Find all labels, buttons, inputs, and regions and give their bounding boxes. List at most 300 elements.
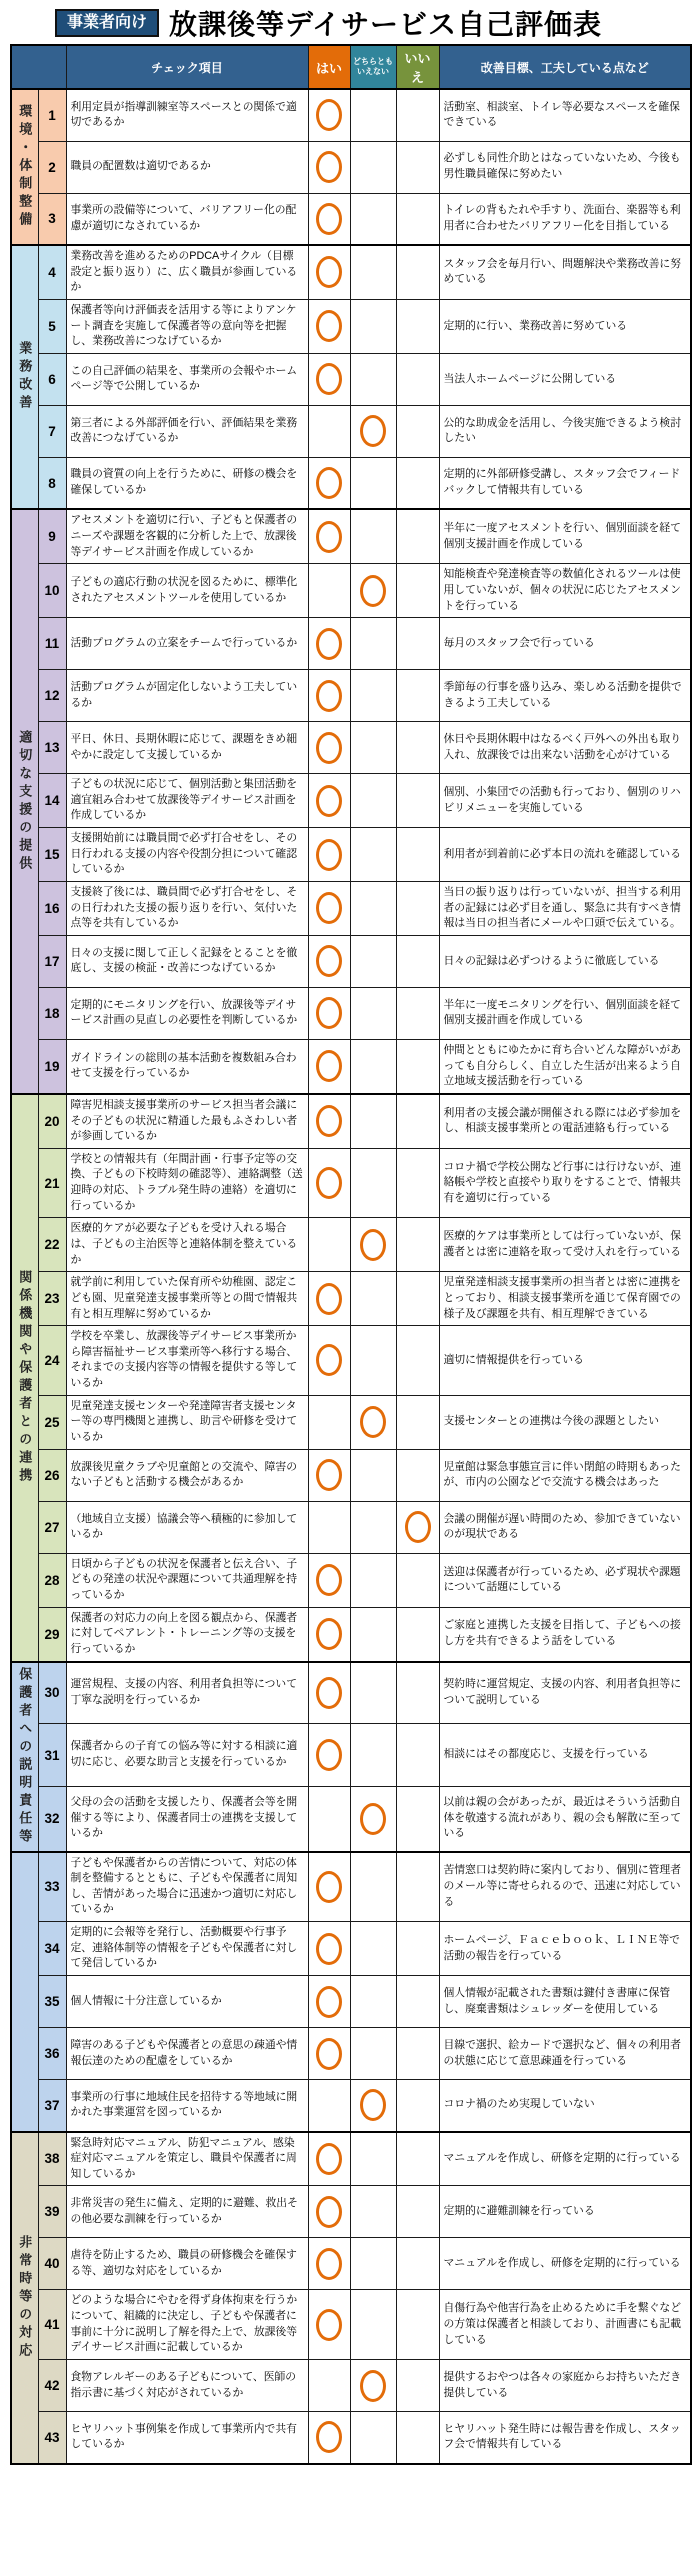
answer-yes-cell [308,2132,350,2186]
answer-circle-icon [316,1986,342,2018]
answer-circle-icon [316,1564,342,1596]
check-item-text: 子どもの状況に応じて、個別活動と集団活動を適宜組み合わせて放課後等デイサービス計画を作成しているか [66,774,308,828]
answer-circle-icon [360,2370,386,2402]
answer-neither-cell [350,2186,396,2238]
improvement-note: 利用者の支援会議が開催される際には必ず参加をし、相談支援事業所との電話連絡も行っている [439,1094,691,1148]
header-check-item: チェック項目 [66,45,308,89]
answer-circle-icon [316,1105,342,1137]
row-number: 9 [38,509,66,563]
category-cell [11,89,38,245]
check-item-text: 虐待を防止するため、職員の研修機会を確保する等、適切な対応をしているか [66,2238,308,2290]
answer-circle-icon [316,2038,342,2070]
answer-yes-cell [308,564,350,618]
answer-no-cell [396,1786,439,1851]
table-row [11,457,691,509]
answer-circle-icon [316,203,342,235]
answer-no-cell [396,670,439,722]
answer-neither-cell [350,245,396,299]
check-item-text: 学校を卒業し、放課後等デイサービス事業所から障害福祉サービス事業所等へ移行する場合、それまでの支援内容等の情報を提供する等しているか [66,1326,308,1396]
answer-neither-cell [350,1272,396,1326]
check-item-text: 保護者の対応力の向上を図る観点から、保護者に対してペアレント・トレーニング等の支援を行っているか [66,1607,308,1661]
answer-neither-cell [350,1501,396,1553]
answer-circle-icon [316,997,342,1029]
answer-neither-cell [350,405,396,457]
check-item-text: 障害児相談支援事業所のサービス担当者会議にその子どもの状況に精通した最もふさわしい者が参画しているか [66,1094,308,1148]
table-row [11,2132,691,2186]
row-number: 31 [38,1724,66,1786]
answer-yes-cell [308,1395,350,1449]
answer-circle-icon [316,2143,342,2175]
answer-circle-icon [316,1618,342,1650]
row-number: 14 [38,774,66,828]
answer-neither-cell [350,987,396,1039]
answer-neither-cell [350,2412,396,2464]
improvement-note: 医療的ケアは事業所としては行っていないが、保護者とは密に連絡を取って受け入れを行っている [439,1218,691,1272]
check-item-text: 保護者からの子育ての悩み等に対する相談に適切に応じ、必要な助言と支援を行っているか [66,1724,308,1786]
table-row [11,1852,691,1922]
row-number: 32 [38,1786,66,1851]
answer-yes-cell [308,1724,350,1786]
answer-no-cell [396,1976,439,2028]
check-item-text: 活動プログラムが固定化しないよう工夫しているか [66,670,308,722]
improvement-note: 季節毎の行事を盛り込み、楽しめる活動を提供できるよう工夫している [439,670,691,722]
answer-neither-cell [350,353,396,405]
answer-no-cell [396,1852,439,1922]
answer-yes-cell [308,1148,350,1218]
table-row [11,1607,691,1661]
row-number: 20 [38,1094,66,1148]
table-row [11,89,691,141]
answer-no-cell [396,193,439,245]
answer-circle-icon [360,2089,386,2121]
answer-circle-icon [316,2196,342,2228]
check-item-text: 定期的に会報等を発行し、活動概要や行事予定、連絡体制等の情報を子どもや保護者に対して発信しているか [66,1922,308,1976]
row-number: 40 [38,2238,66,2290]
check-item-text: どのような場合にやむを得ず身体拘束を行うかについて、組織的に決定し、子どもや保護者に事前に十分に説明し了解を得た上で、放課後等デイサービス計画に記載しているか [66,2290,308,2360]
answer-circle-icon [316,839,342,871]
improvement-note: 契約時に運営規定、支援の内容、利用者負担等について説明している [439,1662,691,1724]
answer-no-cell [396,1148,439,1218]
row-number: 19 [38,1039,66,1093]
improvement-note: マニュアルを作成し、研修を定期的に行っている [439,2238,691,2290]
improvement-note: 定期的に外部研修受講し、スタッフ会でフィードバックして情報共有している [439,457,691,509]
row-number: 1 [38,89,66,141]
answer-yes-cell [308,1976,350,2028]
answer-no-cell [396,1662,439,1724]
improvement-note: 半年に一度モニタリングを行い、個別面談を経て個別支援計画を作成している [439,987,691,1039]
answer-yes-cell [308,722,350,774]
header-neither [350,45,396,89]
answer-yes-cell [308,509,350,563]
answer-neither-cell [350,509,396,563]
improvement-note: 定期的に避難訓練を行っている [439,2186,691,2238]
answer-neither-cell [350,457,396,509]
improvement-note: マニュアルを作成し、研修を定期的に行っている [439,2132,691,2186]
row-number: 38 [38,2132,66,2186]
evaluation-table-body [11,89,691,2464]
answer-yes-cell [308,1786,350,1851]
answer-yes-cell [308,1501,350,1553]
table-row [11,722,691,774]
answer-yes-cell [308,353,350,405]
row-number: 43 [38,2412,66,2464]
category-cell [11,509,38,1094]
improvement-note: 児童館は緊急事態宣言に伴い閉館の時期もあったが、市内の公園などで交流する機会はあった [439,1449,691,1501]
check-item-text: （地域自立支援）協議会等へ積極的に参加しているか [66,1501,308,1553]
check-item-text: 事業所の行事に地域住民を招待する等地域に開かれた事業運営を図っているか [66,2080,308,2132]
table-row [11,1922,691,1976]
answer-neither-cell [350,2028,396,2080]
check-item-text: 父母の会の活動を支援したり、保護者会等を開催する等により、保護者同士の連携を支援しているか [66,1786,308,1851]
check-item-text: 日頃から子どもの状況を保護者と伝え合い、子どもの発達の状況や課題について共通理解を持っているか [66,1553,308,1607]
answer-no-cell [396,2080,439,2132]
answer-circle-icon [316,310,342,342]
table-row [11,618,691,670]
improvement-note: 適切に情報提供を行っている [439,1326,691,1396]
answer-yes-cell [308,2080,350,2132]
category-cell [11,1094,38,1662]
answer-neither-cell [350,299,396,353]
answer-neither-cell [350,141,396,193]
table-row [11,1148,691,1218]
improvement-note: 半年に一度アセスメントを行い、個別面談を経て個別支援計画を作成している [439,509,691,563]
header-spacer [11,45,66,89]
answer-circle-icon [405,1511,431,1543]
table-row [11,1501,691,1553]
answer-neither-cell [350,670,396,722]
check-item-text: 保護者等向け評価表を活用する等によりアンケート調査を実施して保護者等の意向等を把握し、業務改善につなげているか [66,299,308,353]
row-number: 39 [38,2186,66,2238]
answer-no-cell [396,828,439,882]
answer-no-cell [396,1449,439,1501]
check-item-text: ガイドラインの総則の基本活動を複数組み合わせて支援を行っているか [66,1039,308,1093]
answer-yes-cell [308,2412,350,2464]
answer-neither-cell [350,774,396,828]
check-item-text: 職員の資質の向上を行うために、研修の機会を確保しているか [66,457,308,509]
answer-yes-cell [308,2028,350,2080]
answer-no-cell [396,618,439,670]
check-item-text: 児童発達支援センターや発達障害者支援センター等の専門機関と連携し、助言や研修を受けているか [66,1395,308,1449]
row-number: 29 [38,1607,66,1661]
table-row [11,2360,691,2412]
answer-circle-icon [316,256,342,288]
answer-yes-cell [308,882,350,936]
check-item-text: 緊急時対応マニュアル、防犯マニュアル、感染症対応マニュアルを策定し、職員や保護者に周知しているか [66,2132,308,2186]
check-item-text: 平日、休日、長期休暇に応じて、課題をきめ細やかに設定して支援しているか [66,722,308,774]
table-header [11,45,691,89]
table-row [11,353,691,405]
check-item-text: 日々の支援に関して正しく記録をとることを徹底し、支援の検証・改善につなげているか [66,935,308,987]
answer-yes-cell [308,245,350,299]
table-row [11,1039,691,1093]
answer-yes-cell [308,2186,350,2238]
check-item-text: 支援開始前には職員間で必ず打合せをし、その日行われる支援の内容や役割分担について確認しているか [66,828,308,882]
improvement-note: 公的な助成金を活用し、今後実施できるよう検討したい [439,405,691,457]
answer-neither-cell [350,1553,396,1607]
header-no: いいえ [396,45,439,89]
table-row [11,1326,691,1396]
category-label: 業務改善 [17,341,33,414]
answer-circle-icon [360,575,386,607]
answer-neither-cell [350,882,396,936]
answer-neither-cell [350,1148,396,1218]
answer-no-cell [396,987,439,1039]
table-row [11,935,691,987]
row-number: 3 [38,193,66,245]
improvement-note: 提供するおやつは各々の家庭からお持ちいただき提供している [439,2360,691,2412]
title-bar [0,0,700,44]
table-row [11,299,691,353]
answer-no-cell [396,2412,439,2464]
row-number: 10 [38,564,66,618]
answer-circle-icon [316,2309,342,2341]
check-item-text: 運営規程、支援の内容、利用者負担等について丁寧な説明を行っているか [66,1662,308,1724]
answer-circle-icon [316,1933,342,1965]
answer-yes-cell [308,1218,350,1272]
answer-circle-icon [316,467,342,499]
answer-neither-cell [350,2080,396,2132]
check-item-text: 医療的ケアが必要な子どもを受け入れる場合は、子どもの主治医等と連絡体制を整えているか [66,1218,308,1272]
improvement-note: スタッフ会を毎月行い、問題解決や業務改善に努めている [439,245,691,299]
row-number: 42 [38,2360,66,2412]
improvement-note: コロナ禍で学校公開など行事には行けないが、連絡帳や学校と直接やり取りをすることで、情報共有を適切に行っている [439,1148,691,1218]
category-cell [11,2132,38,2464]
check-item-text: アセスメントを適切に行い、子どもと保護者のニーズや課題を客観的に分析した上で、放課後等デイサービス計画を作成しているか [66,509,308,563]
answer-neither-cell [350,564,396,618]
row-number: 34 [38,1922,66,1976]
answer-circle-icon [316,1739,342,1771]
answer-yes-cell [308,2360,350,2412]
check-item-text: 食物アレルギーのある子どもについて、医師の指示書に基づく対応がされているか [66,2360,308,2412]
answer-circle-icon [316,732,342,764]
answer-neither-cell [350,1395,396,1449]
answer-yes-cell [308,1607,350,1661]
check-item-text: 利用定員が指導訓練室等スペースとの関係で適切であるか [66,89,308,141]
answer-yes-cell [308,935,350,987]
answer-neither-cell [350,1039,396,1093]
row-number: 4 [38,245,66,299]
row-number: 15 [38,828,66,882]
answer-yes-cell [308,987,350,1039]
answer-no-cell [396,1395,439,1449]
table-row [11,2290,691,2360]
improvement-note: 会議の開催が遅い時間のため、参加できていないのが現状である [439,1501,691,1553]
answer-no-cell [396,2360,439,2412]
answer-yes-cell [308,618,350,670]
check-item-text: 非常災害の発生に備え、定期的に避難、救出その他必要な訓練を行っているか [66,2186,308,2238]
answer-yes-cell [308,457,350,509]
table-row [11,2238,691,2290]
answer-no-cell [396,1218,439,1272]
table-row [11,1094,691,1148]
answer-neither-cell [350,1786,396,1851]
answer-circle-icon [316,628,342,660]
answer-neither-cell [350,2290,396,2360]
row-number: 35 [38,1976,66,2028]
improvement-note: 仲間とともにゆたかに育ち合いどんな障がいがあっても自分らしく、自立した生活が出来るよう自立地域支援活動を行っている [439,1039,691,1093]
answer-circle-icon [316,1871,342,1903]
check-item-text: 障害のある子どもや保護者との意思の疎通や情報伝達のための配慮をしているか [66,2028,308,2080]
answer-circle-icon [316,1677,342,1709]
check-item-text: 活動プログラムの立案をチームで行っているか [66,618,308,670]
category-cell [11,1852,38,2132]
answer-circle-icon [316,945,342,977]
answer-no-cell [396,1724,439,1786]
answer-no-cell [396,299,439,353]
improvement-note: ご家庭と連携した支援を目指して、子どもへの接し方を共有できるよう話をしている [439,1607,691,1661]
row-number: 11 [38,618,66,670]
answer-yes-cell [308,89,350,141]
answer-no-cell [396,1922,439,1976]
improvement-note: 必ずしも同性介助とはなっていないため、今後も男性職員確保に努めたい [439,141,691,193]
answer-no-cell [396,2186,439,2238]
answer-neither-cell [350,1449,396,1501]
answer-circle-icon [360,415,386,447]
improvement-note: 定期的に行い、業務改善に努めている [439,299,691,353]
improvement-note: 相談にはその都度応じ、支援を行っている [439,1724,691,1786]
header-yes: はい [308,45,350,89]
table-row [11,1553,691,1607]
answer-neither-cell [350,828,396,882]
answer-no-cell [396,882,439,936]
improvement-note: ヒヤリハット発生時には報告書を作成し、スタッフ会で情報共有している [439,2412,691,2464]
check-item-text: 業務改善を進めるためのPDCAサイクル（目標設定と振り返り）に、広く職員が参画しているか [66,245,308,299]
category-cell [11,245,38,509]
improvement-note: 以前は親の会があったが、最近はそういう活動自体を敬遠する流れがあり、親の会も解散に至っている [439,1786,691,1851]
table-row [11,1724,691,1786]
answer-yes-cell [308,141,350,193]
row-number: 2 [38,141,66,193]
answer-no-cell [396,89,439,141]
answer-circle-icon [360,1406,386,1438]
answer-no-cell [396,774,439,828]
row-number: 28 [38,1553,66,1607]
answer-yes-cell [308,1922,350,1976]
answer-neither-cell [350,2238,396,2290]
answer-no-cell [396,509,439,563]
table-row [11,1395,691,1449]
table-row [11,1786,691,1851]
answer-neither-cell [350,935,396,987]
answer-no-cell [396,722,439,774]
table-row [11,2080,691,2132]
answer-circle-icon [316,2248,342,2280]
improvement-note: ホームページ、Ｆａｃｅｂｏｏｋ、ＬＩＮＥ等で活動の報告を行っている [439,1922,691,1976]
table-row [11,1272,691,1326]
answer-circle-icon [316,1167,342,1199]
check-item-text: 就学前に利用していた保育所や幼稚園、認定こども園、児童発達支援事業所等との間で情報共有と相互理解に努めているか [66,1272,308,1326]
table-row [11,2412,691,2464]
table-row [11,670,691,722]
improvement-note: 自傷行為や他害行為を止めるために手を繋ぐなどの方策は保護者と相談しており、計画書にも記載している [439,2290,691,2360]
check-item-text: ヒヤリハット事例集を作成して事業所内で共有しているか [66,2412,308,2464]
answer-circle-icon [316,363,342,395]
improvement-note: コロナ禍のため実現していない [439,2080,691,2132]
row-number: 30 [38,1662,66,1724]
table-row [11,141,691,193]
check-item-text: この自己評価の結果を、事業所の会報やホームページ等で公開しているか [66,353,308,405]
row-number: 17 [38,935,66,987]
table-row [11,1449,691,1501]
answer-no-cell [396,1094,439,1148]
answer-no-cell [396,1039,439,1093]
answer-circle-icon [316,892,342,924]
answer-neither-cell [350,1607,396,1661]
row-number: 13 [38,722,66,774]
answer-yes-cell [308,1449,350,1501]
answer-yes-cell [308,774,350,828]
row-number: 37 [38,2080,66,2132]
category-label: 環境・体制整備 [17,104,33,230]
category-label: 関係機関や保護者との連携 [17,1269,33,1486]
table-row [11,245,691,299]
answer-yes-cell [308,670,350,722]
category-label: 適切な支援の提供 [17,729,33,874]
answer-circle-icon [316,2421,342,2453]
answer-yes-cell [308,2238,350,2290]
answer-yes-cell [308,1094,350,1148]
answer-yes-cell [308,405,350,457]
improvement-note: 児童発達相談支援事業所の担当者とは密に連携をとっており、相談支援事業所を通じて保育園での様子及び課題を共有、相互理解できている [439,1272,691,1326]
header-neither-line1: どちらとも [353,56,393,66]
answer-no-cell [396,2028,439,2080]
table-row [11,1218,691,1272]
improvement-note: 目線で選択、絵カードで選択など、個々の利用者の状態に応じて意思疎通を行っている [439,2028,691,2080]
check-item-text: 子どもの適応行動の状況を図るために、標準化されたアセスメントツールを使用しているか [66,564,308,618]
table-row [11,882,691,936]
header-improvement: 改善目標、工夫している点など [439,45,691,89]
answer-neither-cell [350,1094,396,1148]
answer-yes-cell [308,1039,350,1093]
page-title: 放課後等デイサービス自己評価表 [169,9,603,40]
row-number: 33 [38,1852,66,1922]
row-number: 8 [38,457,66,509]
answer-neither-cell [350,1922,396,1976]
row-number: 22 [38,1218,66,1272]
improvement-note: 苦情窓口は契約時に案内しており、個別に管理者のメール等に寄せられるので、迅速に対応している [439,1852,691,1922]
answer-neither-cell [350,193,396,245]
improvement-note: 休日や長期休暇中はなるべく戸外への外出も取り入れ、放課後では出来ない活動を心がけている [439,722,691,774]
table-row [11,1976,691,2028]
answer-circle-icon [316,1283,342,1315]
row-number: 27 [38,1501,66,1553]
table-row [11,828,691,882]
check-item-text: 第三者による外部評価を行い、評価結果を業務改善につなげているか [66,405,308,457]
improvement-note: 毎月のスタッフ会で行っている [439,618,691,670]
check-item-text: 個人情報に十分注意しているか [66,1976,308,2028]
check-item-text: 事業所の設備等について、バリアフリー化の配慮が適切になされているか [66,193,308,245]
answer-yes-cell [308,1662,350,1724]
answer-no-cell [396,457,439,509]
answer-neither-cell [350,1852,396,1922]
audience-badge: 事業者向け [55,9,159,37]
check-item-text: 職員の配置数は適切であるか [66,141,308,193]
answer-neither-cell [350,1326,396,1396]
table-row [11,2028,691,2080]
table-row [11,1662,691,1724]
answer-no-cell [396,935,439,987]
answer-circle-icon [316,1459,342,1491]
answer-no-cell [396,1501,439,1553]
improvement-note: 利用者が到着前に必ず本日の流れを確認している [439,828,691,882]
improvement-note: 当日の振り返りは行っていないが、担当する利用者の記録には必ず目を通し、緊急に共有すべき情報は当日の担当者にメールや口頭で伝えている。 [439,882,691,936]
answer-no-cell [396,2290,439,2360]
answer-yes-cell [308,2290,350,2360]
improvement-note: 活動室、相談室、トイレ等必要なスペースを確保できている [439,89,691,141]
check-item-text: 学校との情報共有（年間計画・行事予定等の交換、子どもの下校時刻の確認等）、連絡調整（送迎時の対応、トラブル発生時の連絡）を適切に行っているか [66,1148,308,1218]
row-number: 18 [38,987,66,1039]
row-number: 21 [38,1148,66,1218]
